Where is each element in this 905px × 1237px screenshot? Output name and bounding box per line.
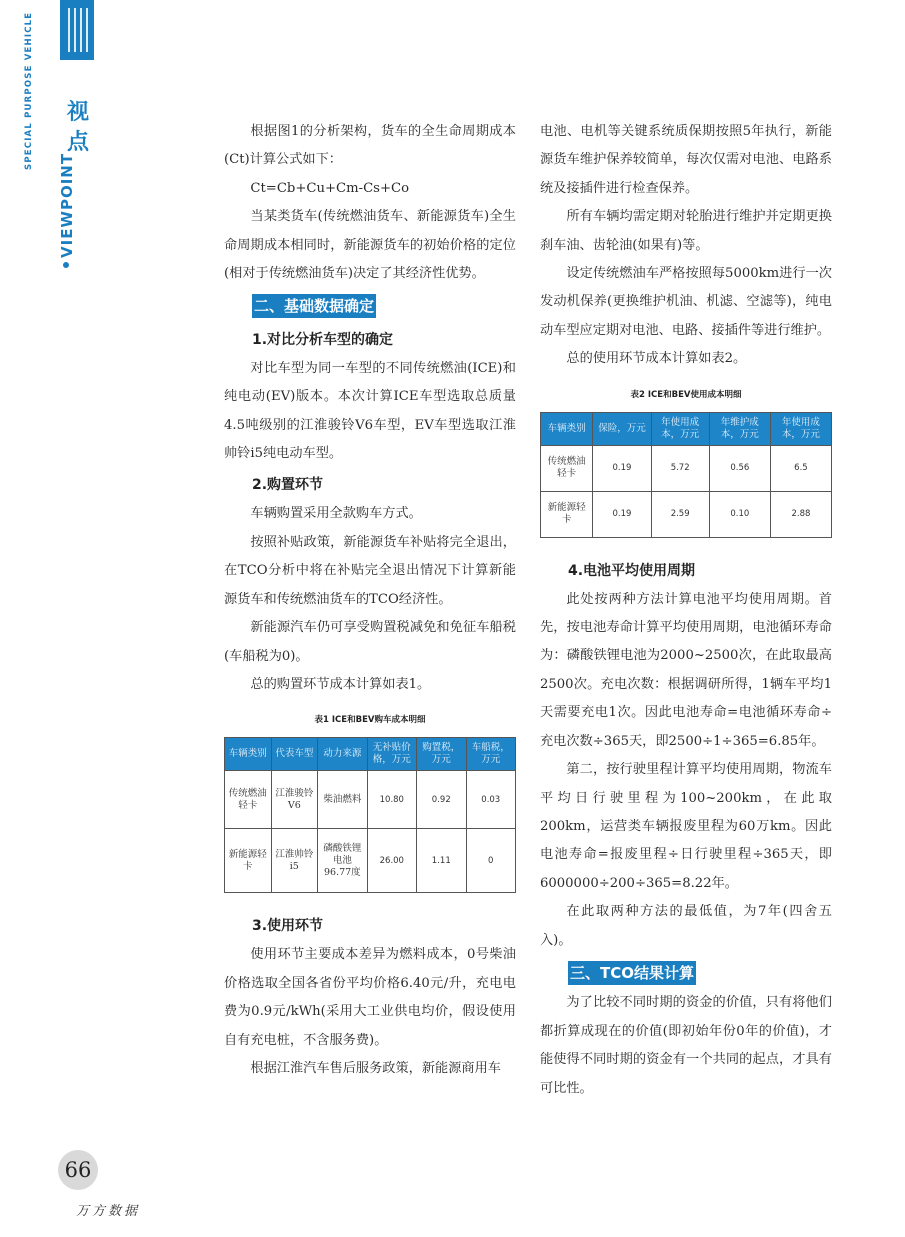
table-cell: 1.11 bbox=[417, 829, 466, 893]
top-stripe-decoration bbox=[60, 0, 94, 60]
paragraph: 设定传统燃油车严格按照每5000km进行一次发动机保养(更换维护机油、机滤、空滤等)，纯电动车型应定期对电池、电路、接插件等进行维护。 bbox=[540, 266, 832, 338]
paragraph: 所有车辆均需定期对轮胎进行维护并定期更换刹车油、齿轮油(如果有)等。 bbox=[540, 209, 832, 253]
table-header-cell: 年使用成本，万元 bbox=[651, 412, 709, 445]
paragraph: 当某类货车(传统燃油货车、新能源货车)全生命周期成本相同时，新能源货车的初始价格的定位(相对于传统燃油货车)决定了其经济性优势。 bbox=[224, 209, 516, 282]
subsection-heading: 3.使用环节 bbox=[252, 918, 324, 935]
paragraph: 根据江淮汽车售后服务政策，新能源商用车 bbox=[250, 1060, 501, 1076]
table-row bbox=[541, 491, 832, 537]
table-header-row bbox=[225, 738, 516, 771]
table-header-cell: 代表车型 bbox=[271, 738, 318, 771]
section-heading: 二、基础数据确定 bbox=[252, 294, 376, 318]
left-column bbox=[224, 118, 516, 1083]
table-caption: 表2 ICE和BEV使用成本明细 bbox=[630, 389, 742, 400]
section-heading: 三、TCO结果计算 bbox=[568, 961, 696, 985]
table-caption: 表1 ICE和BEV购车成本明细 bbox=[314, 715, 426, 726]
table-header-cell: 年维护成本，万元 bbox=[709, 412, 770, 445]
paragraph: 在此取两种方法的最低值，为7年(四舍五入)。 bbox=[540, 904, 832, 948]
table-header-row bbox=[541, 412, 832, 445]
table-header-cell: 保险，万元 bbox=[593, 412, 651, 445]
usage-cost-table bbox=[540, 412, 832, 538]
table-cell: 0.56 bbox=[709, 445, 770, 491]
paragraph: 新能源汽车仍可享受购置税减免和免征车船税(车船税为0)。 bbox=[224, 620, 516, 664]
table-cell: 江淮帅铃i5 bbox=[271, 829, 318, 893]
table-cell: 江淮骏铃V6 bbox=[271, 771, 318, 829]
table-cell: 0.10 bbox=[709, 491, 770, 537]
paragraph: 按照补贴政策，新能源货车补贴将完全退出，在TCO分析中将在补贴完全退出情况下计算新能源货车和传统燃油货车的TCO经济性。 bbox=[224, 534, 516, 607]
purchase-cost-table bbox=[224, 737, 516, 893]
table-cell: 10.80 bbox=[367, 771, 416, 829]
table-cell: 0.19 bbox=[593, 445, 651, 491]
table-cell: 5.72 bbox=[651, 445, 709, 491]
table-header-cell: 无补贴价格，万元 bbox=[367, 738, 416, 771]
table-cell: 0.03 bbox=[466, 771, 516, 829]
table-cell: 柴油燃料 bbox=[318, 771, 367, 829]
table-cell: 0.92 bbox=[417, 771, 466, 829]
right-column bbox=[540, 118, 832, 1103]
formula: Ct=Cb+Cu+Cm-Cs+Co bbox=[250, 180, 410, 196]
paragraph: 此处按两种方法计算电池平均使用周期。首先，按电池寿命计算平均使用周期，电池循环寿命为：磷酸铁锂电池为2000~2500次，在此取最高2500次。充电次数：根据调研所得，1辆车平均1天需要充电1次。因此电池寿命=电池循环寿命÷充电次数÷365天，即2500÷1÷365=6.85年。 bbox=[540, 591, 832, 749]
table-header-cell: 车辆类别 bbox=[541, 412, 593, 445]
paragraph: 根据图1的分析架构，货车的全生命周期成本(Ct)计算公式如下： bbox=[224, 124, 516, 168]
paragraph: 总的购置环节成本计算如表1。 bbox=[250, 676, 431, 692]
table-cell: 传统燃油轻卡 bbox=[541, 445, 593, 491]
table-cell: 新能源轻卡 bbox=[541, 491, 593, 537]
subsection-heading: 4.电池平均使用周期 bbox=[568, 562, 696, 579]
paragraph: 电池、电机等关键系统质保期按照5年执行，新能源货车维护保养较简单，每次仅需对电池、电路系统及接插件进行检查保养。 bbox=[540, 124, 832, 196]
table-cell: 26.00 bbox=[367, 829, 416, 893]
table-cell: 2.88 bbox=[770, 491, 831, 537]
paragraph: 车辆购置采用全款购车方式。 bbox=[250, 506, 422, 522]
table-cell: 磷酸铁锂电池96.77度 bbox=[318, 829, 367, 893]
subsection-heading: 2.购置环节 bbox=[252, 477, 324, 494]
section-dot-decoration bbox=[63, 262, 69, 268]
section-label-cn: 视点 bbox=[66, 100, 89, 155]
subsection-heading: 1.对比分析车型的确定 bbox=[252, 331, 394, 348]
table-header-cell: 购置税，万元 bbox=[417, 738, 466, 771]
table-row bbox=[225, 829, 516, 893]
table-row bbox=[225, 771, 516, 829]
section-sublabel: SPECIAL PURPOSE VEHICLE bbox=[24, 11, 34, 170]
paragraph: 第二，按行驶里程计算平均使用周期，物流车平均日行驶里程为100~200km，在此取200km，运营类车辆报废里程为60万km。因此电池寿命=报废里程÷日行驶里程÷365天，即6000000÷200÷365=8.22年。 bbox=[540, 762, 832, 891]
table-header-cell: 车船税，万元 bbox=[466, 738, 516, 771]
section-label: VIEWPOINT bbox=[58, 152, 76, 258]
watermark-text: 万方数据 bbox=[76, 1204, 141, 1219]
table-header-cell: 年使用成本，万元 bbox=[770, 412, 831, 445]
page-number: 66 bbox=[58, 1150, 98, 1190]
table-cell: 2.59 bbox=[651, 491, 709, 537]
table-header-cell: 动力来源 bbox=[318, 738, 367, 771]
table-cell: 新能源轻卡 bbox=[225, 829, 272, 893]
paragraph: 为了比较不同时期的资金的价值，只有将他们都折算成现在的价值(即初始年份0年的价值)，才能使得不同时期的资金有一个共同的起点，才具有可比性。 bbox=[540, 995, 832, 1096]
table-cell: 传统燃油轻卡 bbox=[225, 771, 272, 829]
paragraph: 总的使用环节成本计算如表2。 bbox=[566, 351, 747, 367]
paragraph: 使用环节主要成本差异为燃料成本，0号柴油价格选取全国各省份平均价格6.40元/升，充电电费为0.9元/kWh(采用大工业供电均价，假设使用自有充电桩，不含服务费)。 bbox=[224, 947, 516, 1048]
table-row bbox=[541, 445, 832, 491]
table-cell: 0 bbox=[466, 829, 516, 893]
table-header-cell: 车辆类别 bbox=[225, 738, 272, 771]
paragraph: 对比车型为同一车型的不同传统燃油(ICE)和纯电动(EV)版本。本次计算ICE车型选取总质量4.5吨级别的江淮骏铃V6车型，EV车型选取江淮帅铃i5纯电动车型。 bbox=[224, 360, 516, 462]
table-cell: 6.5 bbox=[770, 445, 831, 491]
table-cell: 0.19 bbox=[593, 491, 651, 537]
